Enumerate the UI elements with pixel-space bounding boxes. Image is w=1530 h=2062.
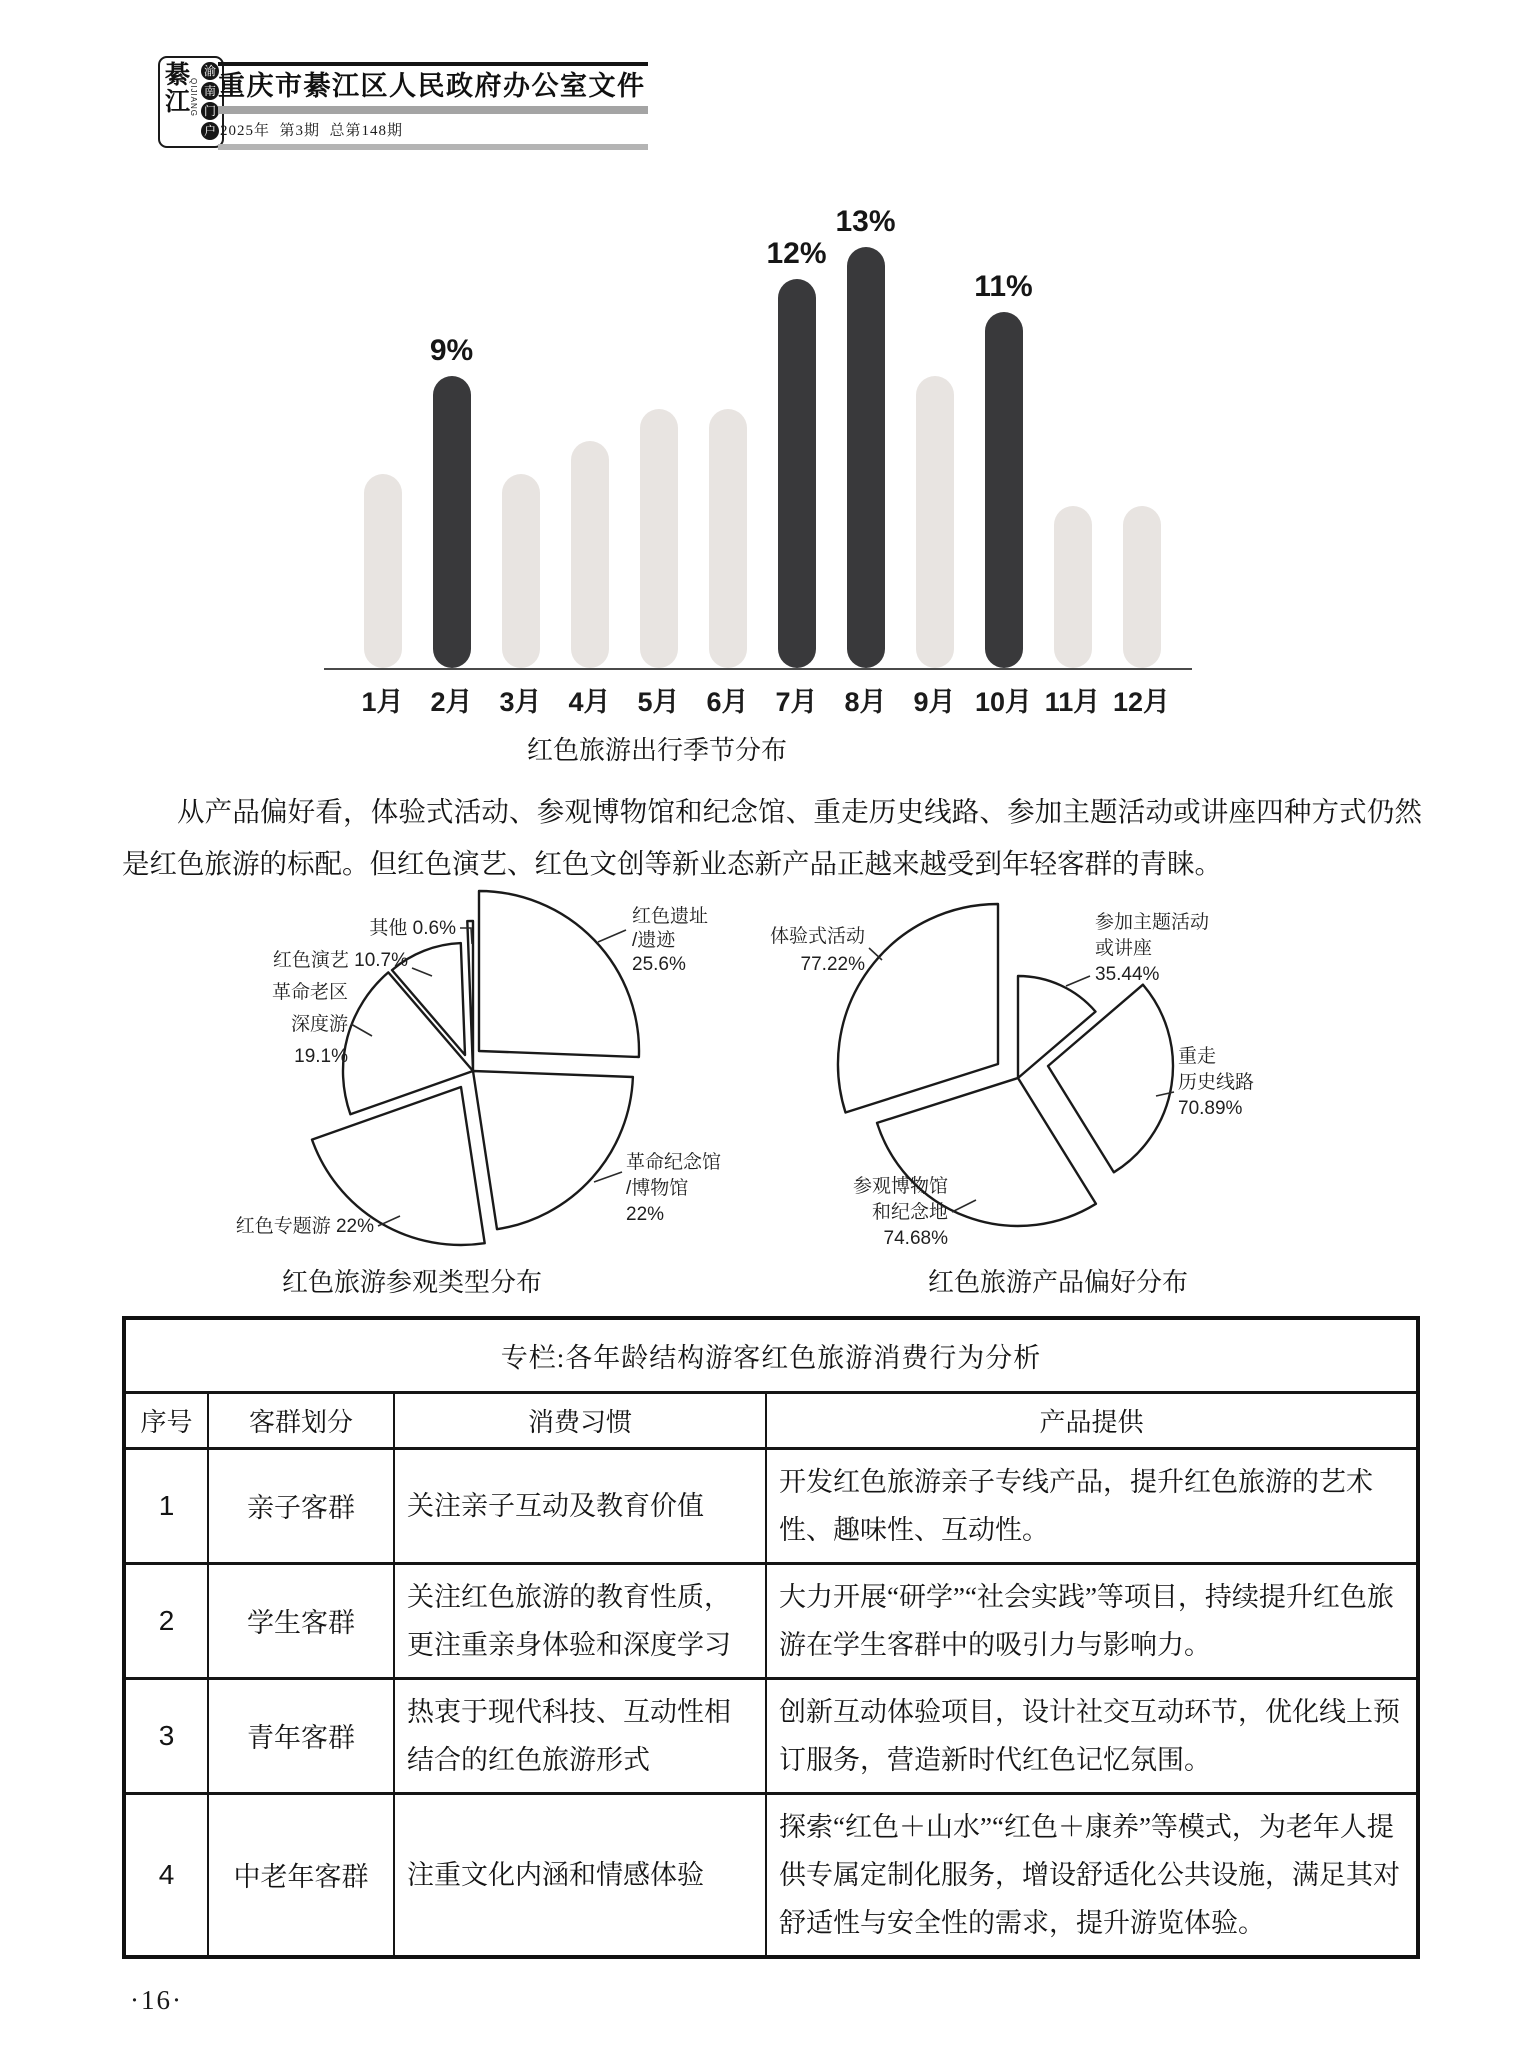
bar-column-8月 [831, 205, 900, 668]
bar-value-label: 9% [429, 334, 474, 367]
logo-seal-column [201, 62, 219, 143]
bar-chart-caption: 红色旅游出行季节分布 [526, 736, 787, 765]
bar-2月 [433, 376, 471, 668]
bar-column-10月 [969, 270, 1038, 668]
masthead-gray-rule-1 [218, 106, 648, 114]
bar-column-2月 [417, 334, 486, 668]
bar-column-3月 [486, 474, 555, 668]
bar-value-label: 13% [835, 205, 896, 238]
x-tick-2月: 2月 [430, 687, 473, 717]
bar-4月 [571, 441, 609, 668]
pie-1-label-2: 革命纪念馆/博物馆 22% [626, 1152, 722, 1225]
cell-product: 创新互动体验项目，设计社交互动环节，优化线上预订服务，营造新时代红色记忆氛围。 [766, 1678, 1418, 1793]
pie-right-caption: 红色旅游产品偏好分布 [927, 1268, 1188, 1297]
cell-habit: 关注红色旅游的教育性质，更注重亲身体验和深度学习 [394, 1563, 766, 1678]
cell-product: 大力开展“研学”“社会实践”等项目，持续提升红色旅游在学生客群中的吸引力与影响力。 [766, 1563, 1418, 1678]
bar-12月 [1123, 506, 1161, 668]
pie-left-caption: 红色旅游参观类型分布 [281, 1268, 542, 1297]
masthead [218, 62, 648, 150]
logo-seal-3: 门 [201, 102, 219, 120]
col-header-no: 序号 [124, 1392, 208, 1448]
pie-1-label-5: 红色演艺 10.7% [272, 950, 408, 971]
cell-no: 3 [124, 1678, 208, 1793]
cell-group: 青年客群 [208, 1678, 394, 1793]
cell-group: 学生客群 [208, 1563, 394, 1678]
pie-1-slice-2 [473, 1071, 633, 1229]
x-tick-12月: 12月 [1112, 687, 1171, 717]
bar-7月 [778, 279, 816, 668]
table-title: 专栏:各年龄结构游客红色旅游消费行为分析 [124, 1318, 1418, 1392]
bar-column-11月 [1038, 506, 1107, 668]
x-tick-1月: 1月 [361, 687, 404, 717]
col-header-group: 客群划分 [208, 1392, 394, 1448]
table-row [124, 1563, 1418, 1678]
logo-char-top: 綦 [165, 62, 191, 89]
logo-seal-4: 户 [201, 122, 219, 140]
bar-3月 [502, 474, 540, 668]
x-tick-10月: 10月 [974, 687, 1033, 717]
logo-characters [165, 62, 198, 143]
logo-seal-2: 南 [201, 82, 219, 100]
pie-1-label-6: 其他 0.6% [369, 918, 456, 939]
bar-chart-baseline [324, 668, 1192, 670]
table-row [124, 1678, 1418, 1793]
bar-value-label: 11% [974, 270, 1033, 303]
pie-1-label-1: 红色遗址/遗迹 25.6% [632, 906, 709, 975]
season-bar-chart [348, 150, 1176, 668]
table-row [124, 1448, 1418, 1563]
cell-group: 中老年客群 [208, 1793, 394, 1957]
bar-10月 [985, 312, 1023, 668]
cell-habit: 关注亲子互动及教育价值 [394, 1448, 766, 1563]
cell-no: 4 [124, 1793, 208, 1957]
pie-2-leader-1 [1066, 976, 1090, 986]
qijiang-logo [158, 56, 224, 148]
body-paragraph: 从产品偏好看，体验式活动、参观博物馆和纪念馆、重走历史线路、参加主题活动或讲座四种方式仍然是红色旅游的标配。但红色演艺、红色文创等新业态新产品正越来越受到年轻客群的青睐。 [122, 796, 1422, 879]
cell-product: 探索“红色＋山水”“红色＋康养”等模式，为老年人提供专属定制化服务，增设舒适化公共设施，满足其对舒适性与安全性的需求，提升游览体验。 [766, 1793, 1418, 1957]
pie-2-label-1: 参加主题活动或讲座 35.44% [1095, 912, 1210, 985]
pie-1-slice-1 [479, 891, 639, 1057]
cell-no: 1 [124, 1448, 208, 1563]
bar-column-7月 [762, 237, 831, 668]
bar-chart-x-axis [348, 680, 1176, 719]
bar-column-9月 [900, 376, 969, 668]
bar-column-6月 [693, 409, 762, 668]
bar-9月 [916, 376, 954, 668]
masthead-top-rule [218, 62, 648, 66]
document-title: 重庆市綦江区人民政府办公室文件 [218, 71, 646, 101]
cell-habit: 注重文化内涵和情感体验 [394, 1793, 766, 1957]
x-tick-5月: 5月 [637, 687, 680, 717]
x-tick-3月: 3月 [499, 687, 542, 717]
pie-2-leader-4 [869, 948, 882, 960]
logo-seal-1: 渝 [201, 62, 219, 80]
logo-char-bottom: 江 [165, 89, 191, 116]
bar-6月 [709, 409, 747, 668]
pie-charts-canvas [120, 880, 1410, 1280]
bar-5月 [640, 409, 678, 668]
bar-column-1月 [348, 474, 417, 668]
pie-1-leader-1 [598, 930, 626, 942]
x-tick-11月: 11月 [1044, 687, 1101, 717]
pie-2-label-3: 参观博物馆和纪念地 74.68% [852, 1176, 948, 1249]
pie-2-label-2: 重走历史线路 70.89% [1178, 1046, 1255, 1119]
bar-11月 [1054, 506, 1092, 668]
pie-1-leader-2 [594, 1172, 622, 1182]
cell-habit: 热衷于现代科技、互动性相结合的红色旅游形式 [394, 1678, 766, 1793]
cell-product: 开发红色旅游亲子专线产品，提升红色旅游的艺术性、趣味性、互动性。 [766, 1448, 1418, 1563]
col-header-product: 产品提供 [766, 1392, 1418, 1448]
bar-column-4月 [555, 441, 624, 668]
page-number: ·16· [130, 1985, 183, 2015]
x-tick-8月: 8月 [844, 687, 887, 717]
bar-1月 [364, 474, 402, 668]
logo-romanization: QIJIANG [189, 78, 198, 118]
cell-no: 2 [124, 1563, 208, 1678]
bar-column-12月 [1107, 506, 1176, 668]
x-tick-4月: 4月 [568, 687, 611, 717]
cell-group: 亲子客群 [208, 1448, 394, 1563]
col-header-habit: 消费习惯 [394, 1392, 766, 1448]
x-tick-7月: 7月 [775, 687, 818, 717]
table-row [124, 1793, 1418, 1957]
bar-8月 [847, 247, 885, 668]
consumer-analysis-table [122, 1316, 1420, 1959]
bar-column-5月 [624, 409, 693, 668]
bar-value-label: 12% [766, 237, 827, 270]
issue-line: 2025年 第3期 总第148期 [220, 123, 404, 139]
x-tick-6月: 6月 [706, 687, 749, 717]
pie-1-label-4: 革命老区深度游 19.1% [271, 982, 348, 1067]
pie-1-label-3: 红色专题游 22% [235, 1216, 374, 1237]
pie-2-label-4: 体验式活动 77.22% [769, 926, 865, 975]
x-tick-9月: 9月 [913, 687, 956, 717]
